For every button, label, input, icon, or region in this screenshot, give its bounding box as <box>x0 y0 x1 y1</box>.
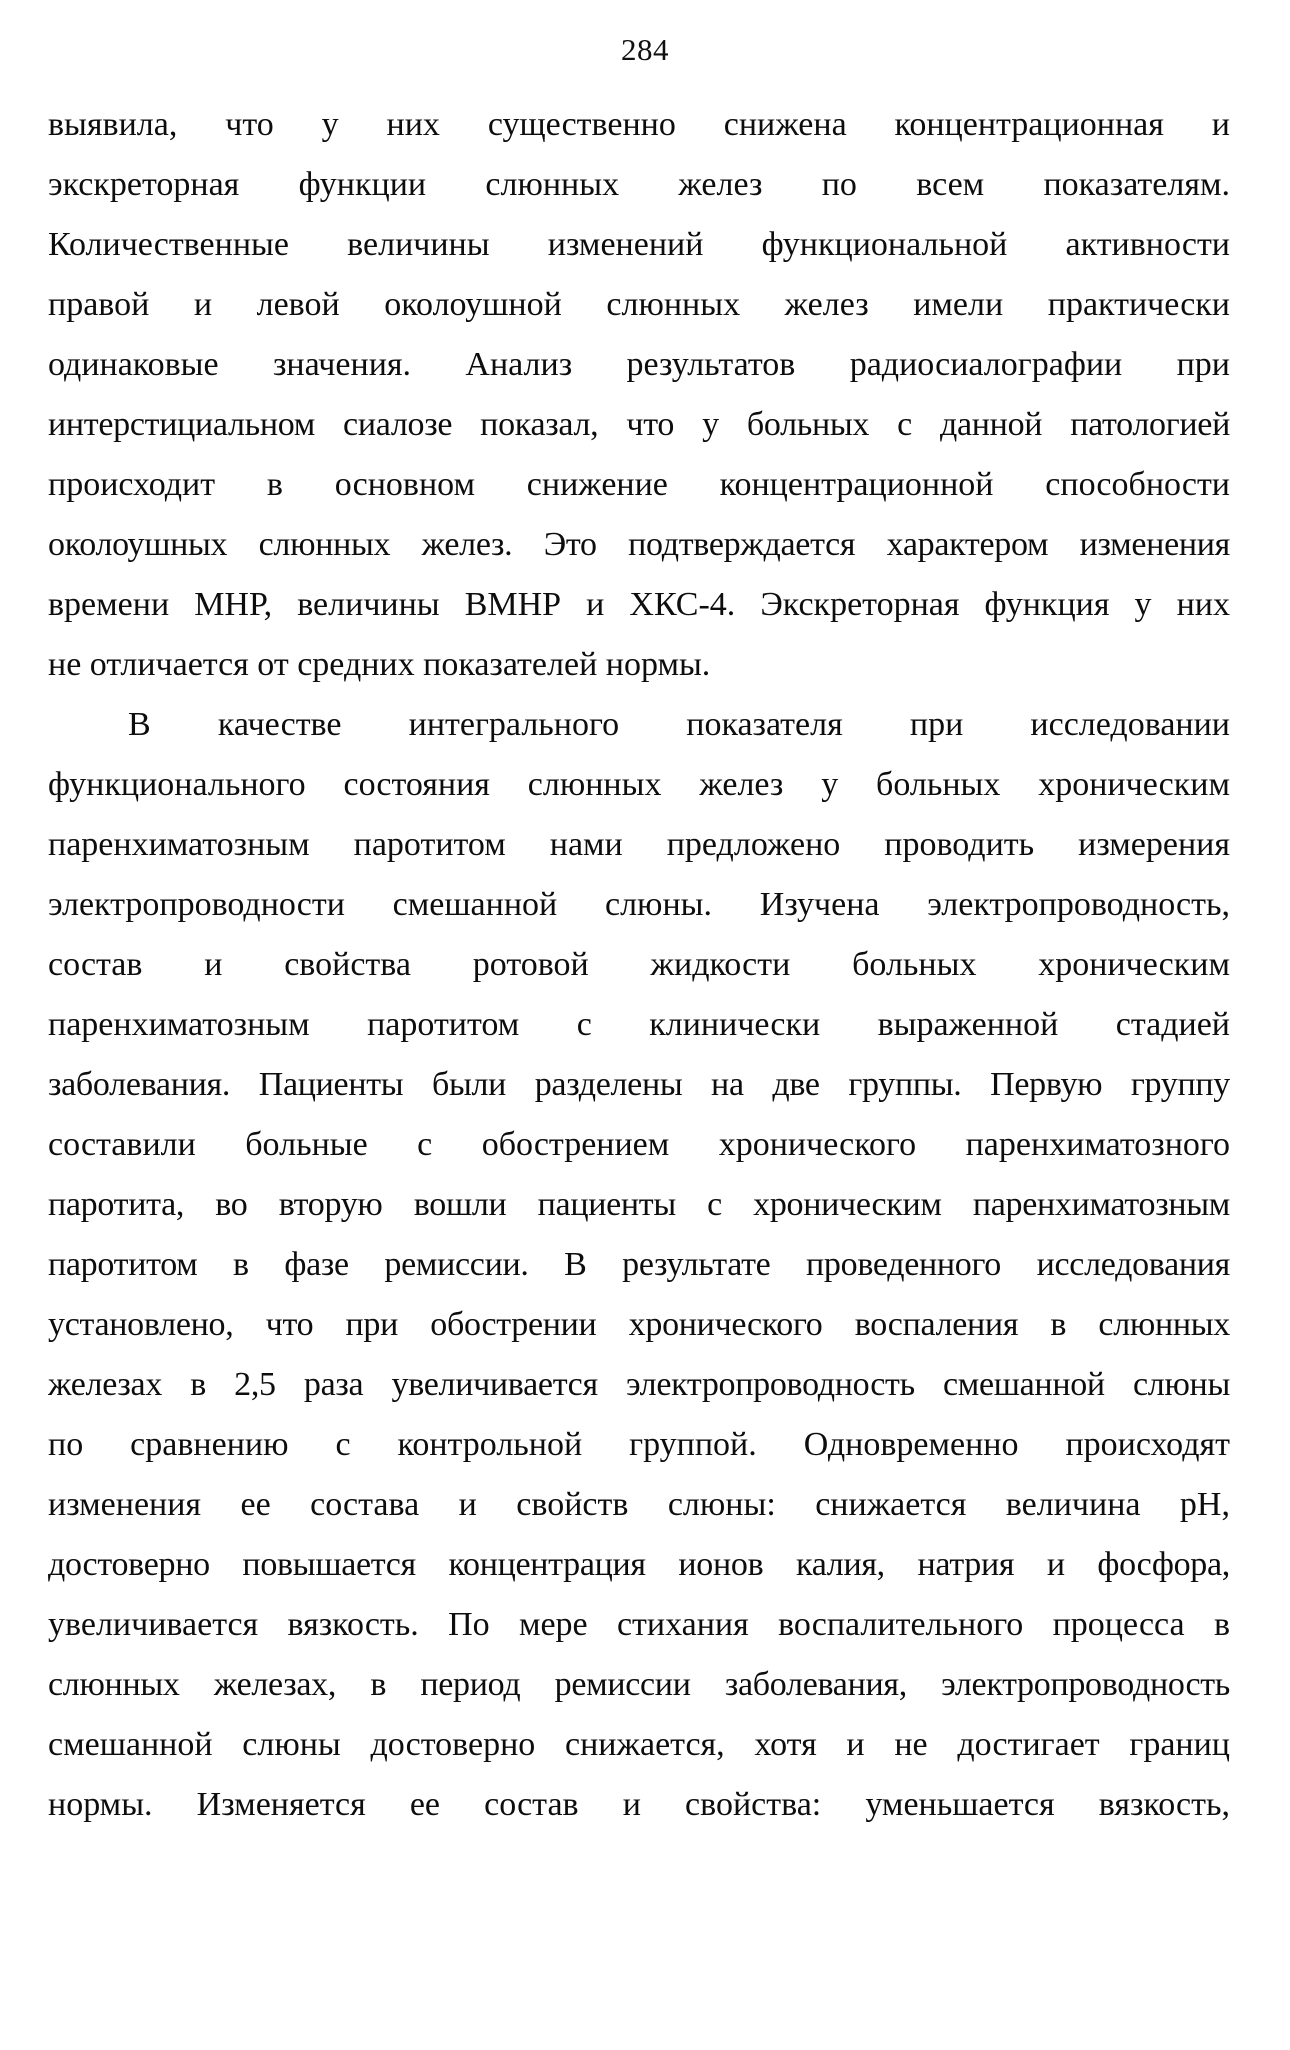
text-line: Количественные величины изменений функциональной активности <box>48 226 1230 263</box>
text-line: правой и левой околоушной слюнных желез имели практически <box>48 286 1230 323</box>
text-line: интерстициальном сиалозе показал, что у больных с данной патологией <box>48 406 1230 443</box>
text-line: нормы. Изменяется ее состав и свойства: уменьшается вязкость, <box>48 1786 1230 1823</box>
text-line: достоверно повышается концентрация ионов калия, натрия и фосфора, <box>48 1546 1230 1583</box>
body-text <box>48 95 1230 1835</box>
text-line: В качестве интегрального показателя при исследовании <box>128 706 1230 743</box>
text-line: паренхиматозным паротитом с клинически выраженной стадией <box>48 1006 1230 1043</box>
text-line: по сравнению с контрольной группой. Одновременно происходят <box>48 1426 1230 1463</box>
text-line: паротитом в фазе ремиссии. В результате проведенного исследования <box>48 1246 1230 1283</box>
text-line: составили больные с обострением хронического паренхиматозного <box>48 1126 1230 1163</box>
text-line: паротита, во вторую вошли пациенты с хроническим паренхиматозным <box>48 1186 1230 1223</box>
paragraph-1 <box>48 95 1230 695</box>
text-line: экскреторная функции слюнных желез по всем показателям. <box>48 166 1230 203</box>
text-line: увеличивается вязкость. По мере стихания воспалительного процесса в <box>48 1606 1230 1643</box>
text-line: околоушных слюнных желез. Это подтверждается характером изменения <box>48 526 1230 563</box>
paragraph-2 <box>48 695 1230 1835</box>
text-line: происходит в основном снижение концентрационной способности <box>48 466 1230 503</box>
text-line: времени МНР, величины ВМНР и ХКС-4. Экскреторная функция у них <box>48 586 1230 623</box>
text-line: заболевания. Пациенты были разделены на две группы. Первую группу <box>48 1066 1230 1103</box>
text-line: слюнных железах, в период ремиссии заболевания, электропроводность <box>48 1666 1230 1703</box>
text-line: смешанной слюны достоверно снижается, хотя и не достигает границ <box>48 1726 1230 1763</box>
text-line: электропроводности смешанной слюны. Изучена электропроводность, <box>48 886 1230 923</box>
text-line: функционального состояния слюнных желез у больных хроническим <box>48 766 1230 803</box>
page-number: 284 <box>621 32 669 67</box>
text-line: одинаковые значения. Анализ результатов радиосиалографии при <box>48 346 1230 383</box>
text-line: установлено, что при обострении хронического воспаления в слюнных <box>48 1306 1230 1343</box>
text-line: не отличается от средних показателей нормы. <box>48 646 711 683</box>
text-line: изменения ее состава и свойств слюны: снижается величина рН, <box>48 1486 1230 1523</box>
text-line: выявила, что у них существенно снижена концентрационная и <box>48 106 1230 143</box>
text-line: состав и свойства ротовой жидкости больных хроническим <box>48 946 1230 983</box>
text-line: паренхиматозным паротитом нами предложено проводить измерения <box>48 826 1230 863</box>
text-line: железах в 2,5 раза увеличивается электропроводность смешанной слюны <box>48 1366 1230 1403</box>
